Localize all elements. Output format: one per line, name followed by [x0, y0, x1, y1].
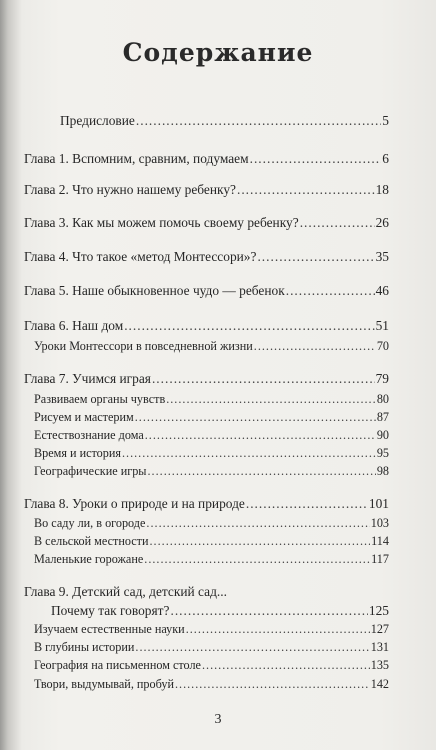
- toc-subentry: [34, 657, 389, 673]
- toc-subentry: [34, 515, 389, 531]
- leader-dots: [136, 113, 381, 129]
- leader-dots: [122, 445, 376, 461]
- toc-entry-page: 127: [370, 622, 389, 636]
- toc-entry-chapter-3: [24, 215, 389, 231]
- toc-entry-page: 87: [376, 410, 389, 424]
- toc-entry-chapter-7: [24, 371, 389, 387]
- toc-entry-label: Глава 2. Что нужно нашему ребенку?: [24, 182, 236, 197]
- toc-subentry: [34, 639, 389, 655]
- toc-entry-page: 18: [375, 182, 389, 197]
- toc-entry-label: Во саду ли, в огороде: [34, 516, 146, 530]
- toc-entry-label: География на письменном столе: [34, 658, 201, 672]
- leader-dots: [135, 409, 376, 425]
- leader-dots: [124, 318, 374, 334]
- toc-entry-preface: [60, 113, 389, 129]
- toc-entry-page: 125: [368, 603, 389, 618]
- toc-entry-label: Маленькие горожане: [34, 552, 144, 566]
- toc-entry-chapter-4: [24, 249, 389, 265]
- page-title: Содержание: [122, 38, 314, 67]
- leader-dots: [250, 151, 382, 167]
- toc-entry-label: Глава 1. Вспомним, сравним, подумаем: [24, 151, 249, 166]
- toc-entry-label: В глубины истории: [34, 640, 135, 654]
- toc-entry-page: 142: [370, 677, 389, 691]
- leader-dots: [186, 621, 370, 637]
- leader-dots: [300, 215, 375, 231]
- toc-entry-page: 46: [375, 283, 389, 298]
- page-number: 3: [214, 712, 222, 727]
- toc-entry-label: Рисуем и мастерим: [34, 410, 134, 424]
- toc-entry-label: Изучаем естественные науки: [34, 622, 185, 636]
- leader-dots: [150, 533, 371, 549]
- toc-entry-page: 103: [370, 516, 389, 530]
- toc-entry-page: 131: [370, 640, 389, 654]
- toc-entry-label: Глава 7. Учимся играя: [24, 371, 151, 386]
- leader-dots: [144, 551, 370, 567]
- leader-dots: [246, 496, 368, 512]
- toc-entry-label: В сельской местности: [34, 534, 149, 548]
- toc-entry-chapter-5: [24, 283, 389, 299]
- toc-subentry: [34, 409, 389, 425]
- toc-entry-chapter-2: [24, 182, 389, 198]
- toc-entry-label: Глава 5. Наше обыкновенное чудо — ребенок: [24, 283, 285, 298]
- toc-entry-label: Глава 8. Уроки о природе и на природе: [24, 496, 245, 511]
- toc-entry-page: 51: [375, 318, 389, 333]
- toc-entry-page: 117: [371, 552, 389, 566]
- leader-dots: [286, 283, 375, 299]
- leader-dots: [166, 391, 376, 407]
- toc-entry-page: 95: [376, 446, 389, 460]
- toc-entry-page: 26: [375, 215, 389, 230]
- toc-subentry: [34, 338, 389, 354]
- toc-entry-chapter-9: [51, 603, 389, 619]
- leader-dots: [146, 515, 369, 531]
- toc-entry-page: 70: [376, 339, 389, 353]
- toc-entry-label: Глава 3. Как мы можем помочь своему ребенку?: [24, 215, 299, 230]
- leader-dots: [170, 603, 367, 619]
- toc-subentry: [34, 621, 389, 637]
- toc-subentry: [34, 445, 389, 461]
- leader-dots: [148, 463, 376, 479]
- toc-entry-label: Уроки Монтессори в повседневной жизни: [34, 339, 253, 353]
- leader-dots: [237, 182, 375, 198]
- toc-entry-chapter-1: [24, 151, 389, 167]
- toc-entry-page: 6: [382, 151, 389, 166]
- toc-entry-chapter-6: [24, 318, 389, 334]
- leader-dots: [145, 427, 376, 443]
- toc-entry-label: Географические игры: [34, 464, 147, 478]
- toc-entry-page: 135: [370, 658, 389, 672]
- toc-entry-label: Развиваем органы чувств: [34, 392, 166, 406]
- toc-entry-chapter-9-heading: Глава 9. Детский сад, детский сад...: [24, 584, 227, 599]
- toc-subentry: [34, 427, 389, 443]
- toc-entry-page: 79: [375, 371, 389, 386]
- toc-subentry: [34, 391, 389, 407]
- toc-entry-label: Естествознание дома: [34, 428, 144, 442]
- leader-dots: [202, 657, 370, 673]
- toc-entry-page: 101: [368, 496, 389, 511]
- toc-entry-chapter-8: [24, 496, 389, 512]
- toc-entry-page: 5: [382, 113, 389, 128]
- toc-entry-page: 114: [371, 534, 389, 548]
- toc-entry-page: 80: [376, 392, 389, 406]
- toc-subentry: [34, 533, 389, 549]
- toc-entry-label: Глава 6. Наш дом: [24, 318, 124, 333]
- toc-subentry: [34, 463, 389, 479]
- toc-entry-page: 90: [376, 428, 389, 442]
- leader-dots: [175, 676, 370, 692]
- leader-dots: [254, 338, 376, 354]
- toc-subentry: [34, 551, 389, 567]
- toc-subentry: [34, 676, 389, 692]
- toc-entry-label: Почему так говорят?: [51, 603, 170, 618]
- toc-entry-label: Время и история: [34, 446, 121, 460]
- leader-dots: [152, 371, 375, 387]
- toc-entry-label: Твори, выдумывай, пробуй: [34, 677, 174, 691]
- toc-entry-page: 35: [375, 249, 389, 264]
- toc-entry-page: 98: [376, 464, 389, 478]
- leader-dots: [257, 249, 374, 265]
- toc-entry-label: Глава 4. Что такое «метод Монтессори»?: [24, 249, 257, 264]
- leader-dots: [135, 639, 369, 655]
- toc-entry-label: Предисловие: [60, 113, 135, 128]
